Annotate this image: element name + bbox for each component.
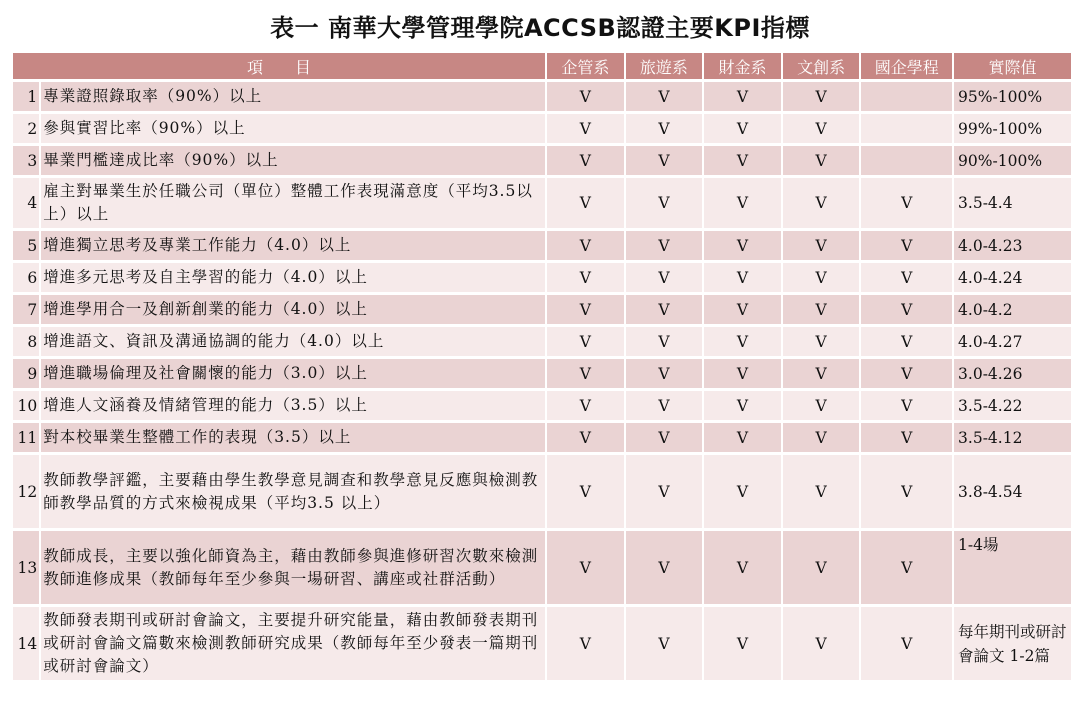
table-row	[13, 423, 1071, 452]
check-dept3: V	[704, 146, 781, 175]
check-dept4: V	[783, 391, 860, 420]
header-dept5: 國企學程	[861, 53, 952, 79]
actual-value: 3.8-4.54	[954, 455, 1071, 528]
kpi-item: 增進獨立思考及專業工作能力（4.0）以上	[41, 231, 545, 260]
check-dept5	[861, 82, 952, 111]
table-row	[13, 359, 1071, 388]
check-dept1: V	[547, 391, 624, 420]
check-dept4: V	[783, 423, 860, 452]
check-dept4: V	[783, 295, 860, 324]
check-dept4: V	[783, 359, 860, 388]
check-dept5: V	[861, 295, 952, 324]
check-dept3: V	[704, 327, 781, 356]
check-dept2: V	[626, 391, 703, 420]
check-dept2: V	[626, 114, 703, 143]
row-number: 11	[13, 423, 39, 452]
check-dept3: V	[704, 178, 781, 228]
check-dept2: V	[626, 263, 703, 292]
check-dept2: V	[626, 455, 703, 528]
actual-value: 4.0-4.24	[954, 263, 1071, 292]
table-row	[13, 607, 1071, 680]
check-dept4: V	[783, 327, 860, 356]
row-number: 13	[13, 531, 39, 604]
kpi-item: 參與實習比率（90%）以上	[41, 114, 545, 143]
check-dept5: V	[861, 327, 952, 356]
check-dept3: V	[704, 423, 781, 452]
kpi-item: 增進多元思考及自主學習的能力（4.0）以上	[41, 263, 545, 292]
actual-value: 每年期刊或研討會論文 1-2篇	[954, 607, 1071, 680]
check-dept5	[861, 146, 952, 175]
header-dept1: 企管系	[547, 53, 624, 79]
row-number: 14	[13, 607, 39, 680]
actual-value: 1-4場	[954, 531, 1071, 604]
check-dept1: V	[547, 178, 624, 228]
row-number: 12	[13, 455, 39, 528]
table-title: 表一 南華大學管理學院ACCSB認證主要KPI指標	[270, 14, 810, 42]
row-number: 3	[13, 146, 39, 175]
actual-value: 3.0-4.26	[954, 359, 1071, 388]
table-row	[13, 231, 1071, 260]
check-dept1: V	[547, 114, 624, 143]
check-dept5: V	[861, 178, 952, 228]
actual-value: 3.5-4.12	[954, 423, 1071, 452]
table-row	[13, 295, 1071, 324]
check-dept4: V	[783, 607, 860, 680]
kpi-item: 雇主對畢業生於任職公司（單位）整體工作表現滿意度（平均3.5以上）以上	[41, 178, 545, 228]
check-dept2: V	[626, 146, 703, 175]
table-row	[13, 178, 1071, 228]
actual-value: 95%-100%	[954, 82, 1071, 111]
check-dept2: V	[626, 295, 703, 324]
check-dept1: V	[547, 359, 624, 388]
check-dept3: V	[704, 82, 781, 111]
check-dept2: V	[626, 178, 703, 228]
actual-value: 90%-100%	[954, 146, 1071, 175]
kpi-item: 增進語文、資訊及溝通協調的能力（4.0）以上	[41, 327, 545, 356]
check-dept1: V	[547, 231, 624, 260]
row-number: 4	[13, 178, 39, 228]
header-dept4: 文創系	[783, 53, 860, 79]
row-number: 6	[13, 263, 39, 292]
kpi-item: 增進人文涵養及情緒管理的能力（3.5）以上	[41, 391, 545, 420]
table-row	[13, 391, 1071, 420]
table-row	[13, 114, 1071, 143]
check-dept4: V	[783, 178, 860, 228]
check-dept1: V	[547, 263, 624, 292]
row-number: 2	[13, 114, 39, 143]
check-dept5: V	[861, 263, 952, 292]
check-dept4: V	[783, 455, 860, 528]
row-number: 8	[13, 327, 39, 356]
row-number: 5	[13, 231, 39, 260]
check-dept1: V	[547, 295, 624, 324]
check-dept1: V	[547, 146, 624, 175]
check-dept3: V	[704, 607, 781, 680]
check-dept2: V	[626, 231, 703, 260]
check-dept5: V	[861, 607, 952, 680]
actual-value: 4.0-4.27	[954, 327, 1071, 356]
check-dept4: V	[783, 263, 860, 292]
check-dept4: V	[783, 231, 860, 260]
kpi-item: 教師成長，主要以強化師資為主，藉由教師參與進修研習次數來檢測教師進修成果（教師每年至少參與一場研習、講座或社群活動）	[41, 531, 545, 604]
check-dept3: V	[704, 231, 781, 260]
check-dept5: V	[861, 455, 952, 528]
kpi-item: 教師發表期刊或研討會論文，主要提升研究能量，藉由教師發表期刊或研討會論文篇數來檢測教師研究成果（教師每年至少發表一篇期刊或研討會論文）	[41, 607, 545, 680]
check-dept2: V	[626, 531, 703, 604]
check-dept1: V	[547, 455, 624, 528]
header-dept2: 旅遊系	[626, 53, 703, 79]
check-dept5: V	[861, 391, 952, 420]
kpi-item: 教師教學評鑑，主要藉由學生教學意見調查和教學意見反應與檢測教師教學品質的方式來檢視成果（平均3.5 以上）	[41, 455, 545, 528]
kpi-table	[11, 50, 1073, 683]
check-dept3: V	[704, 114, 781, 143]
check-dept2: V	[626, 327, 703, 356]
check-dept5: V	[861, 231, 952, 260]
table-row	[13, 327, 1071, 356]
check-dept4: V	[783, 114, 860, 143]
table-row	[13, 146, 1071, 175]
check-dept5	[861, 114, 952, 143]
row-number: 1	[13, 82, 39, 111]
check-dept1: V	[547, 423, 624, 452]
actual-value: 99%-100%	[954, 114, 1071, 143]
actual-value: 3.5-4.4	[954, 178, 1071, 228]
kpi-item: 增進職場倫理及社會關懷的能力（3.0）以上	[41, 359, 545, 388]
check-dept2: V	[626, 423, 703, 452]
table-row	[13, 82, 1071, 111]
check-dept3: V	[704, 531, 781, 604]
actual-value: 4.0-4.23	[954, 231, 1071, 260]
row-number: 10	[13, 391, 39, 420]
check-dept1: V	[547, 327, 624, 356]
kpi-item: 專業證照錄取率（90%）以上	[41, 82, 545, 111]
header-item: 項 目	[13, 53, 545, 79]
check-dept5: V	[861, 531, 952, 604]
check-dept1: V	[547, 607, 624, 680]
check-dept5: V	[861, 359, 952, 388]
actual-value: 3.5-4.22	[954, 391, 1071, 420]
table-row	[13, 455, 1071, 528]
check-dept1: V	[547, 531, 624, 604]
header-dept3: 財金系	[704, 53, 781, 79]
header-row	[13, 53, 1071, 79]
table-row	[13, 263, 1071, 292]
check-dept3: V	[704, 359, 781, 388]
check-dept3: V	[704, 455, 781, 528]
check-dept4: V	[783, 146, 860, 175]
row-number: 9	[13, 359, 39, 388]
check-dept5: V	[861, 423, 952, 452]
actual-value: 4.0-4.2	[954, 295, 1071, 324]
check-dept2: V	[626, 359, 703, 388]
check-dept4: V	[783, 531, 860, 604]
check-dept1: V	[547, 82, 624, 111]
header-actual: 實際值	[954, 53, 1071, 79]
check-dept3: V	[704, 295, 781, 324]
table-row	[13, 531, 1071, 604]
check-dept2: V	[626, 607, 703, 680]
check-dept3: V	[704, 391, 781, 420]
kpi-item: 增進學用合一及創新創業的能力（4.0）以上	[41, 295, 545, 324]
check-dept2: V	[626, 82, 703, 111]
check-dept3: V	[704, 263, 781, 292]
check-dept4: V	[783, 82, 860, 111]
row-number: 7	[13, 295, 39, 324]
kpi-item: 畢業門檻達成比率（90%）以上	[41, 146, 545, 175]
kpi-item: 對本校畢業生整體工作的表現（3.5）以上	[41, 423, 545, 452]
